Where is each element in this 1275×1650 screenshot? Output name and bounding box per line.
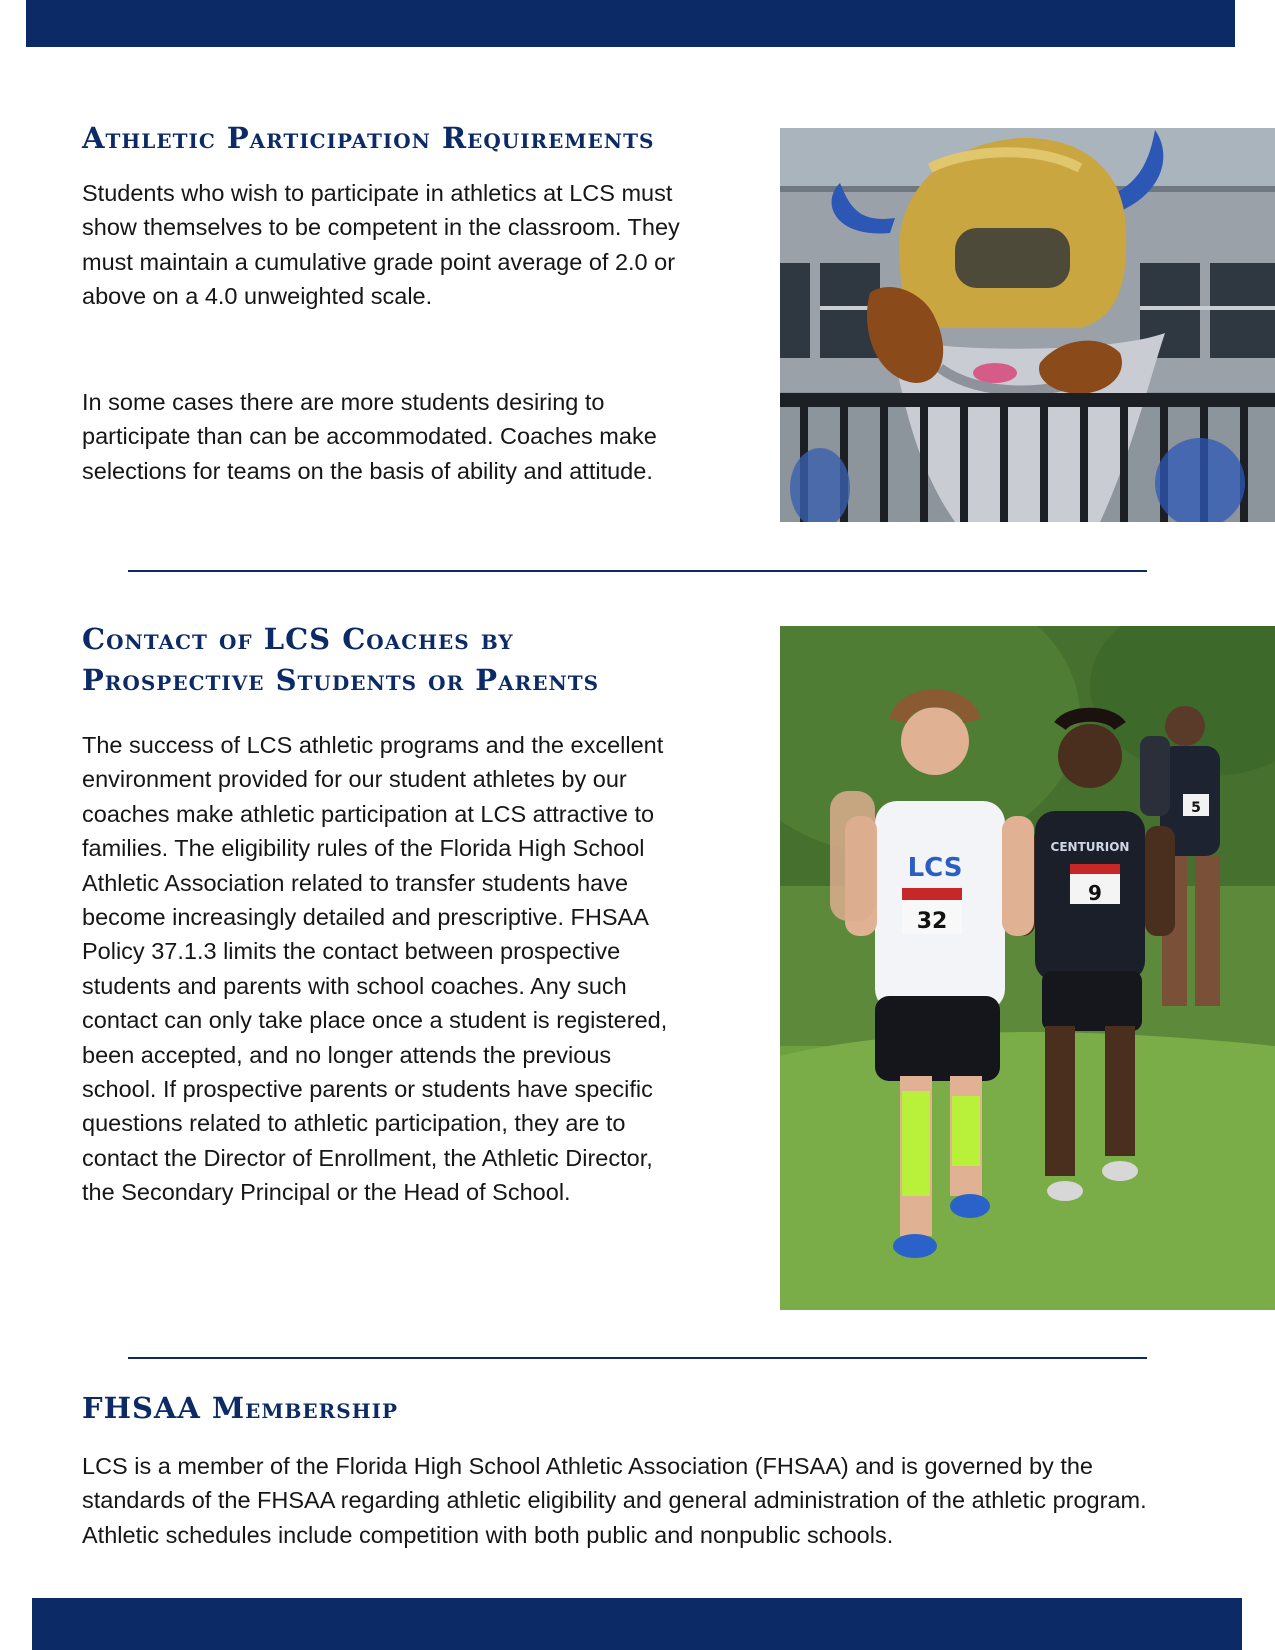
runner-left-bib-number: 32 (916, 909, 948, 934)
runner-right-jersey-text: CENTURION (1050, 840, 1130, 854)
section-title-contact-line-1: Contact of LCS Coaches by (82, 622, 514, 656)
section-title-fhsaa: FHSAA Membership (82, 1391, 399, 1425)
participation-paragraph-1: Students who wish to participate in athletics at LCS must show themselves to be competent in the classroom. They must maintain a cumulative grade point average of 2.0 or above on a 4.0 unweighted scale. (82, 180, 680, 310)
runner-left-jersey-text: LCS (907, 853, 963, 883)
top-banner-bar (26, 0, 1235, 47)
contact-paragraph: The success of LCS athletic programs and the excellent environment provided for our student athletes by our coaches make athletic participation at LCS attractive to families. The eligibility rules of the Florida High School Athletic Association related to transfer students have become increasingly detailed and prescriptive. FHSAA Policy 37.1.3 limits the contact between prospective students and parents with school coaches. Any such contact can only take place once a student is registered, been accepted, and no longer attends the previous school. If prospective parents or students have specific questions related to athletic participation, they are to contact the Director of Enrollment, the Athletic Director, the Secondary Principal or the Head of School. (82, 732, 668, 1206)
bottom-banner-bar (32, 1598, 1242, 1650)
section-title-contact-line-2: Prospective Students or Parents (82, 663, 600, 697)
section-title-participation: Athletic Participation Requirements (82, 121, 655, 155)
cross-country-runners-photo (780, 626, 1275, 1310)
section-divider (128, 570, 1147, 572)
fhsaa-paragraph: LCS is a member of the Florida High School Athletic Association (FHSAA) and is governed by the standards of the FHSAA regarding athletic eligibility and general administration of the athletic program. Athletic schedules include competition with both public and nonpublic schools. (82, 1453, 1147, 1548)
participation-paragraph-2: In some cases there are more students desiring to participate than can be accommodated. Coaches make selections for teams on the basis of ability and attitude. (82, 389, 657, 484)
section-divider (128, 1357, 1147, 1359)
viking-mascot-photo (780, 128, 1275, 522)
runner-right-bib-number: 9 (1088, 881, 1102, 905)
runner-back-bib-number: 5 (1191, 800, 1201, 816)
